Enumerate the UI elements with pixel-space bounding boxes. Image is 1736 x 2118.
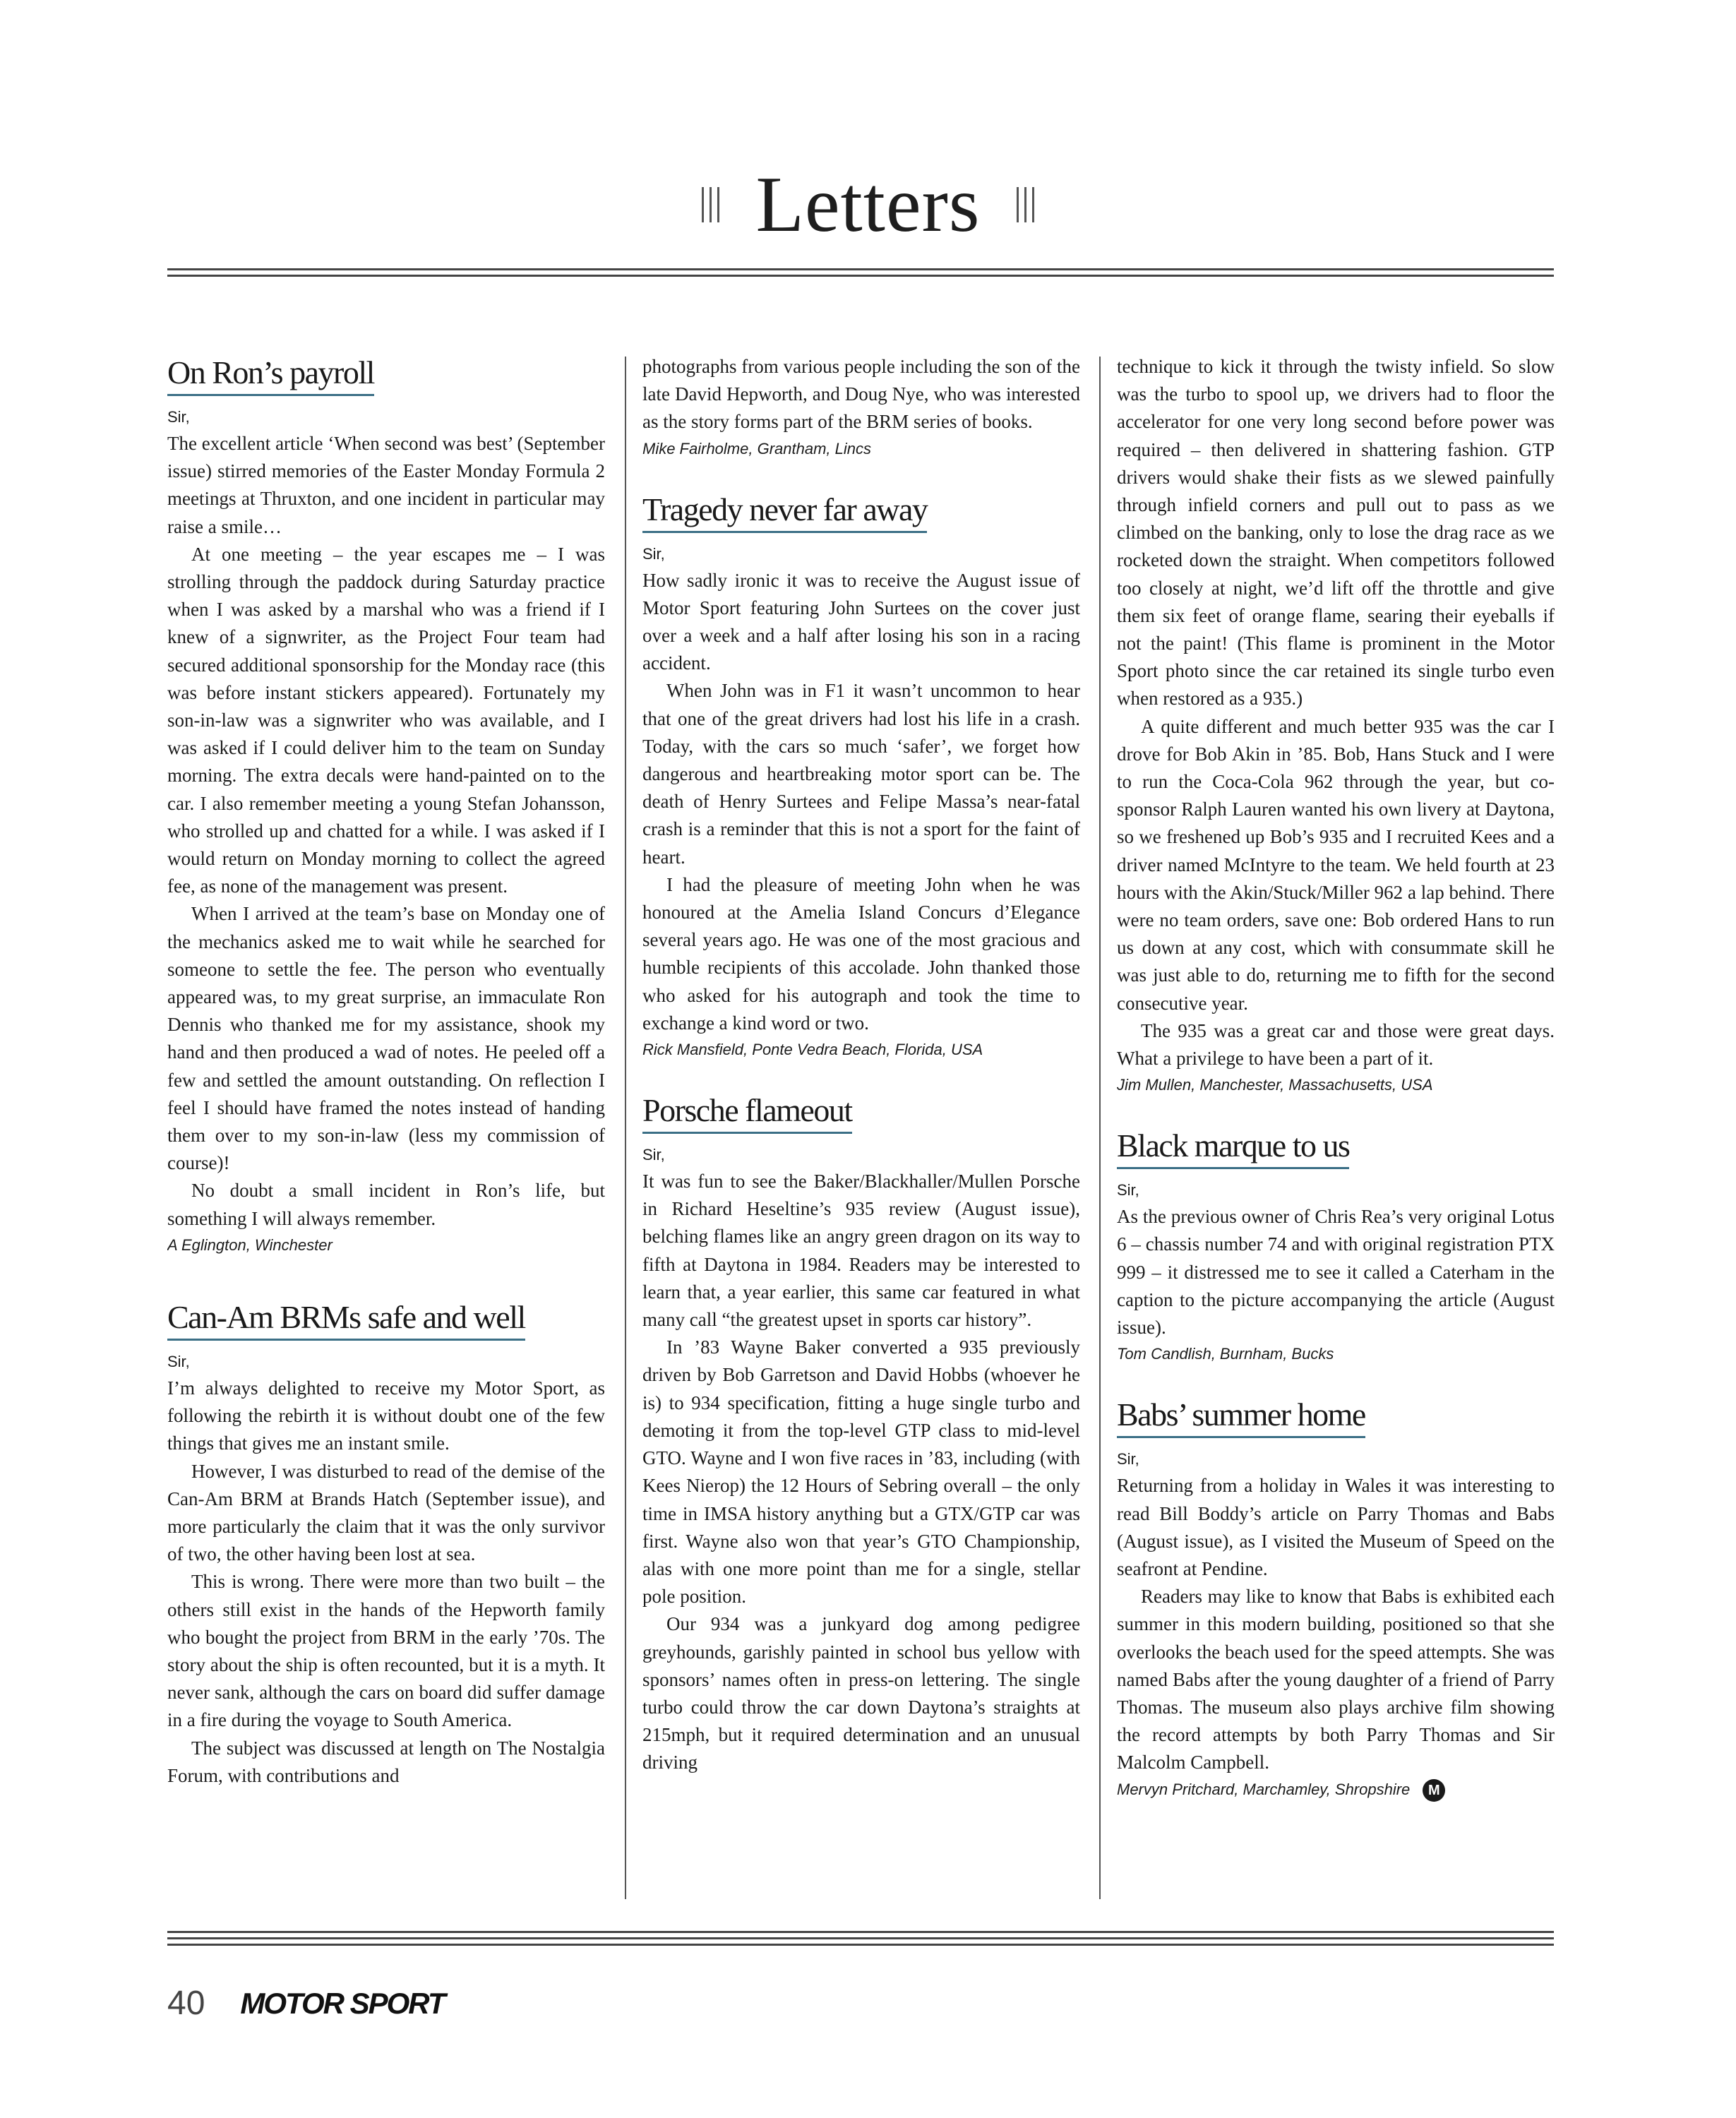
page-footer — [167, 1984, 445, 2023]
signature: Mike Fairholme, Grantham, Lincs — [642, 439, 871, 457]
salutation: Sir, — [167, 1352, 190, 1370]
decorative-bars-left — [702, 187, 719, 222]
signature-text: Mervyn Pritchard, Marchamley, Shropshire — [1117, 1780, 1411, 1798]
paragraph: When John was in F1 it wasn’t uncommon to hear that one of the great drivers had lost his life in a crash. Today, with the cars so much ‘safer’, we forget how dangerous and heartbreaking motor sport can be. The death of Henry Surtees and Felipe Massa’s near-fatal crash is a reminder that this is not a sport for the faint of heart. — [642, 680, 1080, 868]
letter-heading: Tragedy never far away — [642, 490, 927, 533]
signature — [1117, 1777, 1555, 1802]
letter-tragedy — [642, 490, 1080, 1063]
signature: Tom Candlish, Burnham, Bucks — [1117, 1345, 1334, 1363]
paragraph: At one meeting – the year escapes me – I was strolling through the paddock during Saturday practice when I was asked by a marshal who was a friend if I knew of a signwriter, as the Project Four team had secured additional sponsorship for the Monday race (this was before instant stickers appeared). Fortunately my son-in-law was a signwriter who was available, and I was asked if I could deliver him to the team on Sunday morning. The extra decals were hand-painted on to the car. I also remember meeting a young Stefan Johansson, who strolled up and chatted for a while. I was asked if I would return on Monday morning to collect the agreed fee, as none of the management was present. — [167, 543, 605, 897]
paragraph: In ’83 Wayne Baker converted a 935 previously driven by Bob Garretson and David Hobbs (whoever he is) to 934 specification, fitting a huge single turbo and demoting it from the top-level GTP class to mid-level GTO. Wayne and I won five races in ’83, including (with Kees Nierop) the 12 Hours of Sebring overall – the only time in IMSA history anything but a GTX/GTP car was first. Wayne also won that year’s GTO Championship, alas with one more point than me for a single, stellar pole position. — [642, 1336, 1080, 1608]
signature: Jim Mullen, Manchester, Massachusetts, USA — [1117, 1076, 1433, 1094]
masthead — [0, 159, 1736, 251]
paragraph: photographs from various people including the son of the late David Hepworth, and Doug Nye, who was interested as the story forms part of the BRM series of books. — [642, 356, 1080, 433]
letter-porsche-flameout-continued — [1117, 353, 1555, 1098]
paragraph: The excellent article ‘When second was best’ (September issue) stirred memories of the Easter Monday Formula 2 meetings at Thruxton, and one incident in particular may raise a smile… — [167, 433, 605, 537]
paragraph: No doubt a small incident in Ron’s life, but something I will always remember. — [167, 1180, 605, 1229]
page-number: 40 — [167, 1985, 205, 2022]
letter-heading: Porsche flameout — [642, 1091, 852, 1134]
signature: A Eglington, Winchester — [167, 1236, 333, 1254]
paragraph: It was fun to see the Baker/Blackhaller/Mullen Porsche in Richard Heseltine’s 935 review (August issue), belching flames like an angry green dragon on its way to fifth at Daytona in 1984. Readers may be interested to learn that, a year earlier, this same car featured in what many call “the greatest upset in sports car history”. — [642, 1171, 1080, 1331]
paragraph: Readers may like to know that Babs is exhibited each summer in this modern building, positioned so that she overlooks the beach used for the speed attempts. She was named Babs after the young daughter of a friend of Parry Thomas. The museum also plays archive film showing the record attempts by both Parry Thomas and Sir Malcolm Campbell. — [1117, 1586, 1555, 1773]
paragraph: Returning from a holiday in Wales it was interesting to read Bill Boddy’s article on Parry Thomas and Babs (August issue), as I visited the Museum of Speed on the seafront at Pendine. — [1117, 1475, 1555, 1579]
paragraph: How sadly ironic it was to receive the August issue of Motor Sport featuring John Surtees on the cover just over a week and a half after losing his son in a racing accident. — [642, 569, 1080, 674]
paragraph: A quite different and much better 935 was the car I drove for Bob Akin in ’85. Bob, Hans Stuck and I were to run the Coca-Cola 962 through the year, but co-sponsor Ralph Lauren wanted his own livery at Daytona, so we freshened up Bob’s 935 and I recruited Kees and a driver named McIntyre to the team. We held fourth at 23 hours with the Akin/Stuck/Miller 962 a lap behind. There were no team orders, save one: Bob ordered Hans to run us down at any cost, which with consummate skill he was just able to do, returning me to fifth for the second consecutive year. — [1117, 715, 1555, 1014]
column-2 — [642, 353, 1080, 1910]
letter-black-marque — [1117, 1126, 1555, 1367]
paragraph: technique to kick it through the twisty infield. So slow was the turbo to spool up, we drivers had to floor the accelerator for one very long second before power was required – then delivered in shattering fashion. GTP drivers would shake their fists as we slewed painfully through infield corners and pull out to pass as we climbed on the banking, only to lose the drag race as we rocketed down the straight. When competitors followed too closely at night, we’d lift off the throttle and give them six feet of orange flame, searing their eyeballs if not the paint! (This flame is prominent in the Motor Sport photo since the car retained its single turbo even when restored as a 935.) — [1117, 356, 1555, 710]
column-divider — [625, 357, 626, 1899]
footer-rule — [167, 1931, 1554, 1946]
paragraph: Our 934 was a junkyard dog among pedigree greyhounds, garishly painted in school bus yellow with sponsors’ names often in press-on lettering. The single turbo could throw the car down Daytona’s straights at 215mph, but it required determination and an unusual driving — [642, 1613, 1080, 1773]
paragraph: This is wrong. There were more than two built – the others still exist in the hands of the Hepworth family who bought the project from BRM in the early ’70s. The story about the ship is often recounted, but it is a myth. It never sank, although the cars on board did suffer damage in a fire during the voyage to South America. — [167, 1571, 605, 1731]
paragraph: The subject was discussed at length on The Nostalgia Forum, with contributions and — [167, 1737, 605, 1786]
column-divider — [1099, 357, 1101, 1899]
column-3 — [1117, 353, 1555, 1910]
column-1 — [167, 353, 605, 1910]
paragraph: As the previous owner of Chris Rea’s very original Lotus 6 – chassis number 74 and with original registration PTX 999 – it distressed me to see it called a Caterham in the caption to the picture accompanying the article (August issue). — [1117, 1206, 1555, 1339]
salutation: Sir, — [1117, 1450, 1139, 1468]
salutation: Sir, — [167, 408, 190, 426]
letter-heading: Black marque to us — [1117, 1126, 1349, 1169]
signature: Rick Mansfield, Ponte Vedra Beach, Florida, USA — [642, 1041, 983, 1059]
motor-sport-logo: MOTOR SPORT — [240, 1986, 445, 2020]
paragraph: However, I was disturbed to read of the demise of the Can-Am BRM at Brands Hatch (September issue), and more particularly the claim that it was the only survivor of two, the other having been lost at sea. — [167, 1460, 605, 1565]
header-rule — [167, 268, 1554, 277]
salutation: Sir, — [1117, 1181, 1139, 1199]
paragraph: I had the pleasure of meeting John when he was honoured at the Amelia Island Concurs d’Elegance several years ago. He was one of the most gracious and humble recipients of this accolade. John thanked those who asked for his autograph and took the time to exchange a kind word or two. — [642, 873, 1080, 1034]
letter-heading: Babs’ summer home — [1117, 1395, 1365, 1438]
end-mark-icon: M — [1423, 1779, 1445, 1802]
decorative-bars-right — [1017, 187, 1034, 222]
paragraph: When I arrived at the team’s base on Monday one of the mechanics asked me to wait while he searched for someone to settle the fee. The person who eventually appeared was, to my great surprise, an immaculate Ron Dennis who thanked me for my assistance, shook my hand and then produced a wad of notes. He peeled off a few and settled the amount outstanding. On reflection I feel I should have framed the notes instead of handing them over to my son-in-law (less my commission of course)! — [167, 903, 605, 1174]
page-title: Letters — [755, 161, 981, 249]
letter-ron-payroll — [167, 353, 605, 1258]
letter-porsche-flameout — [642, 1091, 1080, 1776]
salutation: Sir, — [642, 1146, 665, 1164]
letter-can-am-brms — [167, 1298, 605, 1790]
paragraph: I’m always delighted to receive my Motor Sport, as following the rebirth it is without doubt one of the few things that gives me an instant smile. — [167, 1377, 605, 1454]
salutation: Sir, — [642, 544, 665, 563]
letter-can-am-brms-continued — [642, 353, 1080, 462]
paragraph: The 935 was a great car and those were great days. What a privilege to have been a part of it. — [1117, 1019, 1555, 1070]
letter-babs-summer-home — [1117, 1395, 1555, 1802]
letter-heading: On Ron’s payroll — [167, 353, 374, 396]
letter-heading: Can-Am BRMs safe and well — [167, 1298, 525, 1341]
